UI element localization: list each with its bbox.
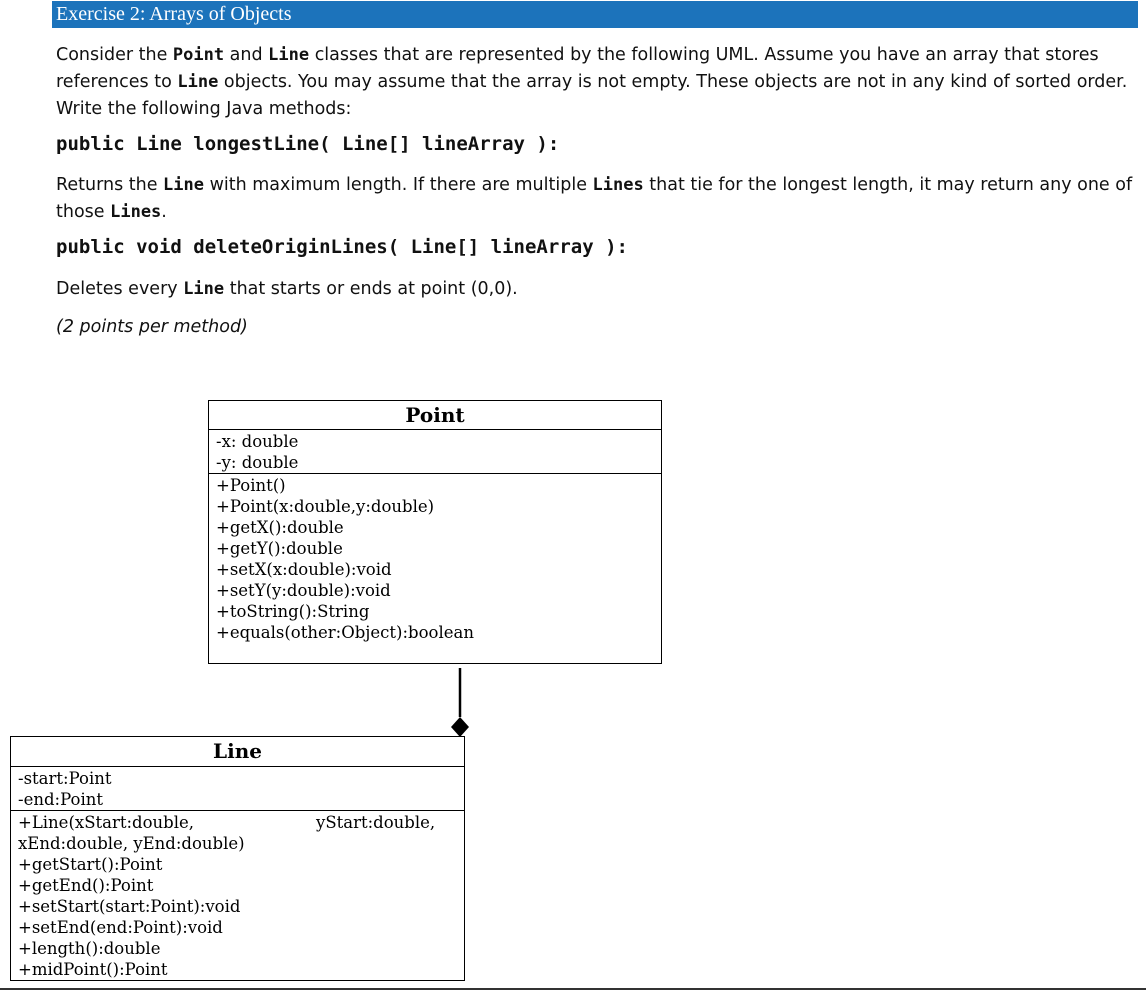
- uml-method: +Point(): [216, 476, 286, 495]
- uml-class-title: Line: [11, 737, 464, 767]
- exercise-heading: Exercise 2: Arrays of Objects: [52, 1, 1138, 28]
- uml-attribute: -end:Point: [18, 790, 103, 809]
- intro-paragraph: Consider the Point and Line classes that are represented by the following UML. Assume you have an array that stores references to Line objects. You may assume that the array is not empty. These objects are not in any kind of sorted order. Write the following Java methods:: [56, 45, 1128, 119]
- uml-method: +setX(x:double):void: [216, 560, 392, 579]
- method-signature-longest-line: public Line longestLine( Line[] lineArray ):: [56, 133, 560, 155]
- method-signature-delete-origin-lines: public void deleteOriginLines( Line[] lineArray ):: [56, 236, 628, 258]
- method-description-delete-origin-lines: Deletes every Line that starts or ends at point (0,0).: [56, 279, 518, 299]
- points-note: (2 points per method): [56, 317, 248, 337]
- uml-methods: [11, 811, 464, 980]
- uml-attribute: -start:Point: [18, 769, 112, 788]
- uml-method: +getX():double: [216, 518, 344, 537]
- page-bottom-divider: [0, 988, 1146, 990]
- uml-method: +getEnd():Point: [18, 876, 154, 895]
- uml-class-title: Point: [209, 401, 661, 430]
- uml-method: +setEnd(end:Point):void: [18, 918, 223, 937]
- uml-attribute: -y: double: [216, 453, 299, 472]
- uml-attributes: [11, 767, 464, 811]
- uml-method: +Line(xStart:double, yStart:double,: [18, 813, 436, 832]
- method-description-longest-line: Returns the Line with maximum length. If there are multiple Lines that tie for the longest length, it may return any one of those Lines.: [56, 175, 1133, 222]
- uml-method: xEnd:double, yEnd:double): [18, 834, 245, 853]
- uml-method: +setStart(start:Point):void: [18, 897, 241, 916]
- uml-method: +length():double: [18, 939, 161, 958]
- uml-method: +equals(other:Object):boolean: [216, 623, 474, 642]
- uml-attribute: -x: double: [216, 432, 299, 451]
- uml-method: +getStart():Point: [18, 855, 163, 874]
- uml-method: +midPoint():Point: [18, 960, 168, 979]
- composition-diamond-icon: [451, 717, 469, 737]
- uml-method: +toString():String: [216, 602, 370, 621]
- uml-method: +getY():double: [216, 539, 343, 558]
- uml-class-line: [10, 736, 465, 981]
- uml-method: +setY(y:double):void: [216, 581, 391, 600]
- uml-method: +Point(x:double,y:double): [216, 497, 435, 516]
